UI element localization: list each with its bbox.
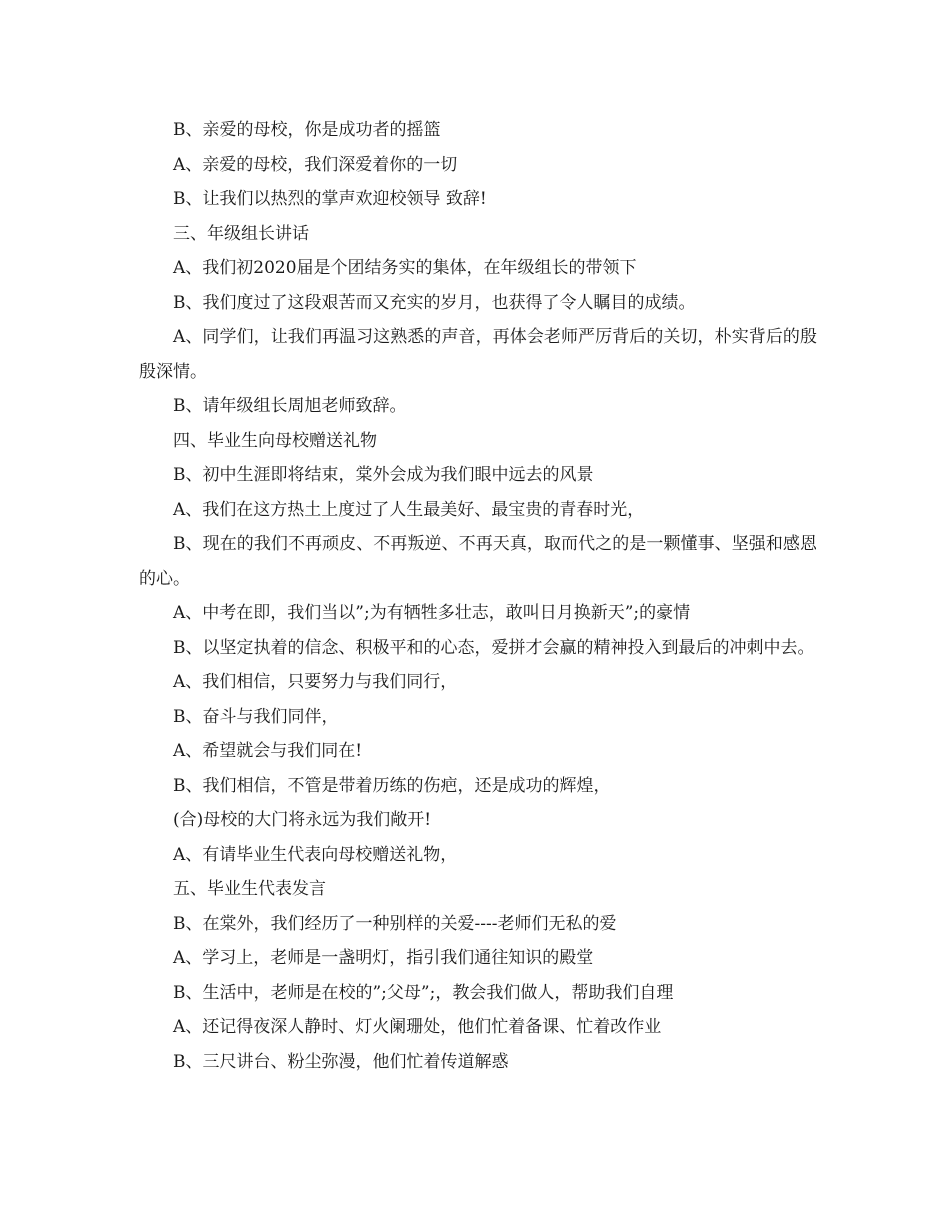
paragraph: A、有请毕业生代表向母校赠送礼物， bbox=[173, 844, 458, 865]
paragraph: A、学习上，老师是一盏明灯，指引我们通往知识的殿堂 bbox=[173, 948, 594, 968]
paragraph: B、亲爱的母校，你是成功者的摇篮 bbox=[173, 120, 441, 140]
paragraph: A、还记得夜深人静时、灯火阑珊处，他们忙着备课、忙着改作业 bbox=[173, 1017, 662, 1037]
paragraph: A、希望就会与我们同在! bbox=[173, 741, 363, 761]
paragraph: A、我们相信，只要努力与我们同行， bbox=[173, 672, 458, 692]
paragraph: B、请年级组长周旭老师致辞。 bbox=[173, 396, 407, 416]
paragraph: B、三尺讲台、粉尘弥漫，他们忙着传道解惑 bbox=[173, 1051, 509, 1072]
paragraph: A、我们初2020届是个团结务实的集体，在年级组长的带领下 bbox=[173, 258, 637, 278]
paragraph: B、以坚定执着的信念、积极平和的心态，爱拼才会赢的精神投入到最后的冲刺中去。 bbox=[173, 637, 815, 658]
paragraph: A、我们在这方热土上度过了人生最美好、最宝贵的青春时光， bbox=[173, 499, 645, 520]
paragraph: A、中考在即，我们当以”;为有牺牲多壮志，敢叫日月换新天”;的豪情 bbox=[173, 603, 691, 623]
document-body bbox=[139, 113, 817, 1079]
paragraph: B、奋斗与我们同伴， bbox=[173, 706, 339, 727]
paragraph: B、让我们以热烈的掌声欢迎校领导 致辞! bbox=[173, 189, 487, 209]
paragraph: B、我们度过了这段艰苦而又充实的岁月，也获得了令人瞩目的成绩。 bbox=[173, 292, 696, 313]
paragraph: A、同学们，让我们再温习这熟悉的声音，再体会老师严厉背后的关切，朴实背后的殷殷深情。 bbox=[139, 327, 817, 382]
paragraph: (合)母校的大门将永远为我们敞开! bbox=[173, 810, 432, 830]
paragraph: B、在棠外，我们经历了一种别样的关爱----老师们无私的爱 bbox=[173, 913, 617, 934]
paragraph: B、初中生涯即将结束，棠外会成为我们眼中远去的风景 bbox=[173, 465, 594, 485]
paragraph: B、我们相信，不管是带着历练的伤疤，还是成功的辉煌， bbox=[173, 775, 611, 796]
section-heading: 五、毕业生代表发言 bbox=[173, 879, 326, 899]
paragraph: B、生活中，老师是在校的”;父母”;，教会我们做人，帮助我们自理 bbox=[173, 982, 674, 1003]
paragraph: B、现在的我们不再顽皮、不再叛逆、不再天真，取而代之的是一颗懂事、坚强和感恩的心。 bbox=[139, 534, 817, 589]
section-heading: 四、毕业生向母校赠送礼物 bbox=[173, 430, 377, 451]
section-heading: 三、年级组长讲话 bbox=[173, 223, 309, 244]
paragraph: A、亲爱的母校，我们深爱着你的一切 bbox=[173, 154, 458, 175]
